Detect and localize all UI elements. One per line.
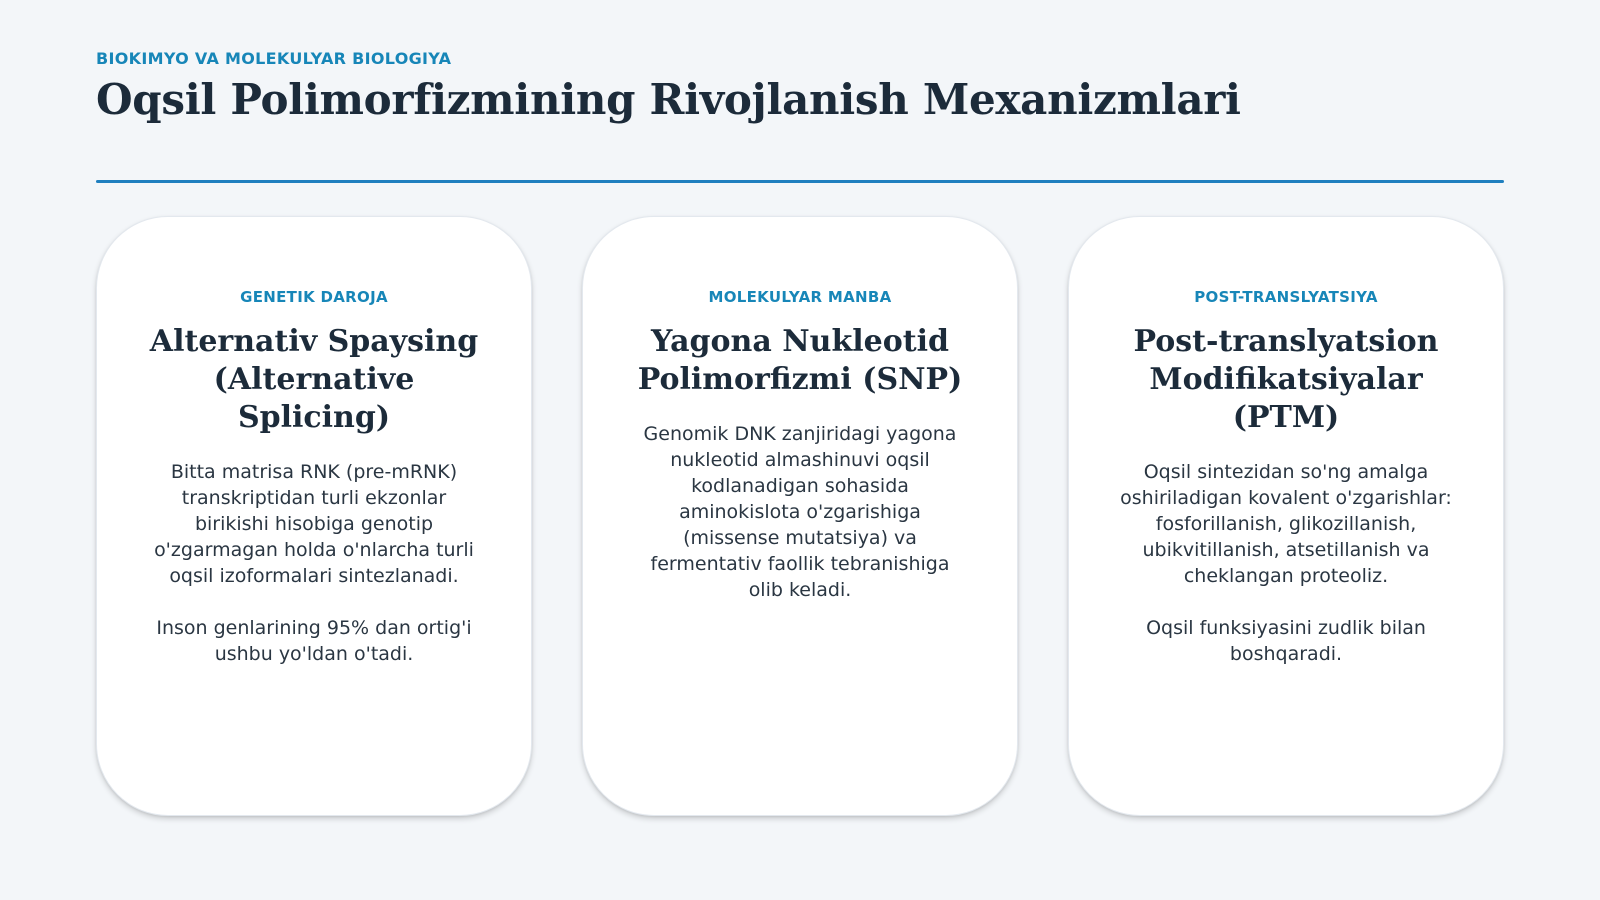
card-title: Yagona Nukleotid Polimorfizmi (SNP) — [637, 324, 963, 397]
card-category-tag: POST-TRANSLYATSIYA — [1194, 288, 1378, 306]
card-ptm — [1068, 216, 1504, 816]
card-category-tag: GENETIK DAROJA — [240, 288, 388, 306]
card-category-tag: MOLEKULYAR MANBA — [708, 288, 892, 306]
title-divider — [96, 180, 1504, 183]
card-note: Oqsil funksiyasini zudlik bilan boshqaradi. — [1146, 617, 1426, 665]
subject-eyebrow: BIOKIMYO VA MOLEKULYAR BIOLOGIYA — [96, 49, 452, 68]
card-description: Oqsil sintezidan so'ng amalga oshiriladigan kovalent o'zgarishlar: fosforillanish, glikozillanish, ubikvitillanish, atsetillanish va cheklangan proteoliz. — [1120, 461, 1452, 587]
card-title: Post-translyatsion Modifikatsiyalar (PTM) — [1133, 324, 1439, 435]
card-title: Alternativ Spaysing (Alternative Splicing) — [149, 324, 479, 435]
mechanism-cards — [96, 216, 1504, 818]
page-title: Oqsil Polimorfizmining Rivojlanish Mexanizmlari — [96, 75, 1241, 124]
slide-header — [96, 48, 1504, 128]
card-alternative-splicing — [96, 216, 532, 816]
card-description: Genomik DNK zanjiridagi yagona nukleotid almashinuvi oqsil kodlanadigan sohasida aminokislota o'zgarishiga (missense mutatsiya) va fermentativ faollik tebranishiga olib keladi. — [643, 423, 957, 601]
card-note: Inson genlarining 95% dan ortig'i ushbu yo'ldan o'tadi. — [156, 617, 472, 665]
card-description: Bitta matrisa RNK (pre-mRNK) transkriptidan turli ekzonlar birikishi hisobiga genotip o'zgarmagan holda o'nlarcha turli oqsil izoformalari sintezlanadi. — [154, 461, 474, 587]
card-snp — [582, 216, 1018, 816]
